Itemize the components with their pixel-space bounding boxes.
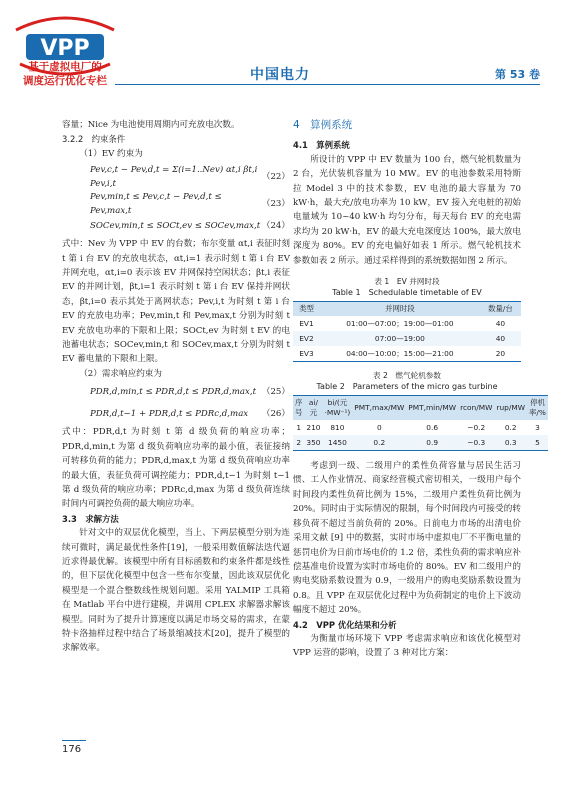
series-line-2: 调度运行优化专栏 [23, 75, 107, 87]
table-cell: 0.2 [352, 435, 406, 451]
subsection-heading: 4.1 算例系统 [293, 140, 350, 151]
equation-22 [62, 161, 290, 193]
table-1-caption: 表 1 EV 并网时段 [374, 277, 440, 287]
table-row [293, 346, 521, 362]
page-number: 176 [62, 744, 82, 755]
equation-24 [62, 215, 290, 237]
table-header: bi/(元·MW⁻¹) [323, 396, 353, 421]
paragraph: 针对文中的双层优化模型，当上、下两层模型分别为连续可微时，满足最优性条件[19]，一般采用数值解法迭代逼近求得最优解。该模型中所有目标函数和约束条件都是线性的，但下层优化模型中包含一些布尔变量，因此该双层优化模型是一个混合整数线性规划问题。采用 YALMIP 工具箱在 Matlab 平台中进行建模，并调用 CPLEX 求解器求解该模型。同时为了提升计算速度以满足市场交易的需求，在蒙特卡洛抽样过程中结合了场景缩减技术[20]，提升了模型的求解效率。 [62, 528, 290, 654]
table-cell: 810 [330, 423, 345, 433]
list-item: （2）需求响应约束为 [79, 368, 162, 379]
table-cell: 01:00—07:00；19:00—01:00 [346, 319, 454, 329]
equation-number: （22） [261, 172, 290, 183]
equation-23 [62, 193, 290, 215]
equation-26 [62, 403, 290, 425]
table-cell: 2 [293, 435, 304, 451]
table-cell: 350 [304, 435, 322, 451]
table-cell: 40 [480, 331, 521, 346]
table-header: rup/MW [494, 396, 527, 421]
table-cell: 20 [480, 346, 521, 362]
table-header: 序号 [293, 396, 304, 421]
page-header [0, 0, 570, 110]
subsection-heading: 3.3 求解方法 [62, 513, 119, 524]
right-column [293, 118, 546, 661]
equation-number: （26） [261, 409, 290, 420]
table-cell: 40 [495, 319, 506, 329]
header-rule [115, 84, 540, 85]
subsection-heading: 3.2.2 约束条件 [62, 134, 126, 145]
volume-number: 第 53 卷 [495, 68, 540, 81]
table-2 [293, 395, 548, 451]
table-1 [293, 301, 521, 362]
table-row [293, 331, 521, 346]
table-cell: −0.3 [458, 435, 494, 451]
table-header: 停机率/% [527, 396, 548, 421]
table-row [293, 316, 521, 331]
section-heading: 4 算例系统 [293, 119, 353, 131]
table-cell: EV2 [293, 331, 320, 346]
column-series-title [6, 60, 124, 88]
table-cell: 3 [535, 423, 540, 433]
equation-number: （24） [261, 221, 290, 232]
series-line-1: 基于虚拟电厂的 [28, 61, 102, 73]
equation-body: Pev,min,t ≤ Pev,c,t − Pev,d,t ≤ Pev,max,t [90, 191, 222, 217]
table-header: 并网时段 [320, 302, 480, 317]
paragraph: 为衡量市场环境下 VPP 考虑需求响应和该优化模型对 VPP 运营的影响，设置了 3 种对比方案： [293, 633, 521, 659]
table-cell: 0.2 [504, 423, 517, 433]
paragraph: 式中：PDR,d,t 为时刻 t 第 d 级负荷的响应功率；PDR,d,min,t 为第 d 级负荷响应功率的最小值，表征接纳可转移负荷的能力；PDR,d,max,t 为第 d 级负荷响应功率的最大值，表征负荷可调控能力；PDR,d,t−1 为时刻 t−1 第 d 级负荷的响应功率；PDRc,d,max 为第 d 级负荷连续时间内可调控负荷的最大响应功率。 [62, 427, 290, 510]
table-1-caption-en: Table 1 Schedulable timetable of EV [332, 288, 482, 298]
table-cell: 1450 [323, 435, 353, 451]
table-row [293, 420, 548, 435]
table-cell: EV1 [299, 319, 314, 329]
equation-number: （23） [261, 199, 290, 210]
table-cell: 210 [306, 423, 321, 433]
table-cell: 0.9 [406, 435, 458, 451]
table-cell: 0 [376, 423, 382, 433]
paragraph: 容量；Nice 为电池使用周期内可充放电次数。 [62, 120, 240, 130]
equation-body: PDR,d,min,t ≤ PDR,d,t ≤ PDR,d,max,t [90, 387, 257, 398]
paragraph: 所设计的 VPP 中 EV 数量为 100 台，燃气轮机数量为 2 台，光伏装机容量为 10 MW。EV 的电池参数采用特斯拉 Model 3 中的技术参数，EV 电池的最大容量为 70 kW·h，最大充/放电功率为 10 kW，EV 接入充电桩的初始电量域为 10~40 kW·h 均匀分布，每天每台 EV 的充电需求均为 20 kW·h，EV 的最大充电深度达 100%，最大放电深度为 80%。EV 的充电偏好如表 1 所示。燃气轮机技术参数如表 2 所示。通过采样得到的系统数据如图 2 所示。 [293, 154, 521, 266]
table-2-caption-en: Table 2 Parameters of the micro gas turbine [316, 382, 498, 392]
table-cell: EV3 [293, 346, 320, 362]
table-cell: 0.3 [494, 435, 527, 451]
table-header: 数量/台 [480, 302, 521, 317]
paragraph: 式中：Nev 为 VPP 中 EV 的台数；布尔变量 αt,i 表征时刻 t 第 i 台 EV 的充放电状态，αt,i=1 表示时刻 t 第 i 台 EV 并网充电，αt,i=0 表示该 EV 并网保持空闲状态；βt,i 表征 EV 的并网计划，βt,i=1 表示时刻 t 第 i 台 EV 保持并网状态，βt,i=0 表示其处于离网状态；Pev,i,t 为时刻 t 第 i 台 EV 的充放电功率；Pev,min,t 和 Pev,max,t 分别为时刻 t EV 充放电功率的下限和上限；SOCt,ev 为时刻 t EV 的电池蓄电状态；SOCev,min,t 和 SOCev,max,t 分别为时刻 t EV 蓄电量的下限和上限。 [62, 239, 290, 365]
table-header: PMT,min/MW [406, 396, 458, 421]
equation-body: SOCev,min,t ≤ SOCt,ev ≤ SOCev,max,t [90, 221, 261, 232]
equation-body: PDR,d,t−1 + PDR,d,t ≤ PDRc,d,max [90, 409, 249, 420]
table-cell: 04:00—10:00；15:00—21:00 [320, 346, 480, 362]
table-cell: 5 [527, 435, 548, 451]
table-header: rcon/MW [458, 396, 494, 421]
table-cell: 07:00—19:00 [320, 331, 480, 346]
left-column [62, 118, 290, 656]
table-cell: −0.2 [467, 423, 486, 433]
equation-number: （25） [261, 387, 290, 398]
list-item: （1）EV 约束为 [79, 148, 143, 159]
vpp-logo-icon [6, 8, 124, 108]
equation-25 [62, 381, 290, 403]
table-2-caption: 表 2 燃气轮机参数 [373, 371, 441, 381]
equation-body: Pev,c,t − Pev,d,t = Σ(i=1..Nev) αt,i βt,i Pev,i,t [90, 164, 258, 190]
table-header: PMT,max/MW [352, 396, 406, 421]
paragraph: 考虑到一级、二级用户的柔性负荷容量与居民生活习惯、工人作业情况、商家经营模式密切相关，一级用户每个时间段内柔性负荷比例为 15%，二级用户柔性负荷比例为 20%。同时由于实际情况的限制，每个时间段内可接受的转移负荷不超过当前负荷的 20%。日前电力市场的出清电价采用文献 [9] 中的数据，实时市场中虚拟电厂不平衡电量的惩罚电价为日前市场电价的 1.2 倍，柔性负荷的需求响应补偿基准电价设置为实时市场电价的 80%。EV 和二级用户的购电奖励系数设置为 0.9，一级用户的购电奖励系数设置为 0.8。且 VPP 在双层优化过程中为负荷制定的电价上下波动幅度不超过 20%。 [293, 461, 521, 616]
logo-text: VPP [40, 36, 90, 61]
page-number-rule [62, 740, 86, 741]
table-header: 类型 [293, 302, 320, 317]
subsection-heading: 4.2 VPP 优化结果和分析 [293, 619, 397, 630]
table-row [293, 435, 548, 451]
table-cell: 0.6 [426, 423, 439, 433]
journal-name: 中国电力 [250, 67, 310, 83]
table-header: ai/元 [304, 396, 322, 421]
table-cell: 1 [296, 423, 302, 433]
